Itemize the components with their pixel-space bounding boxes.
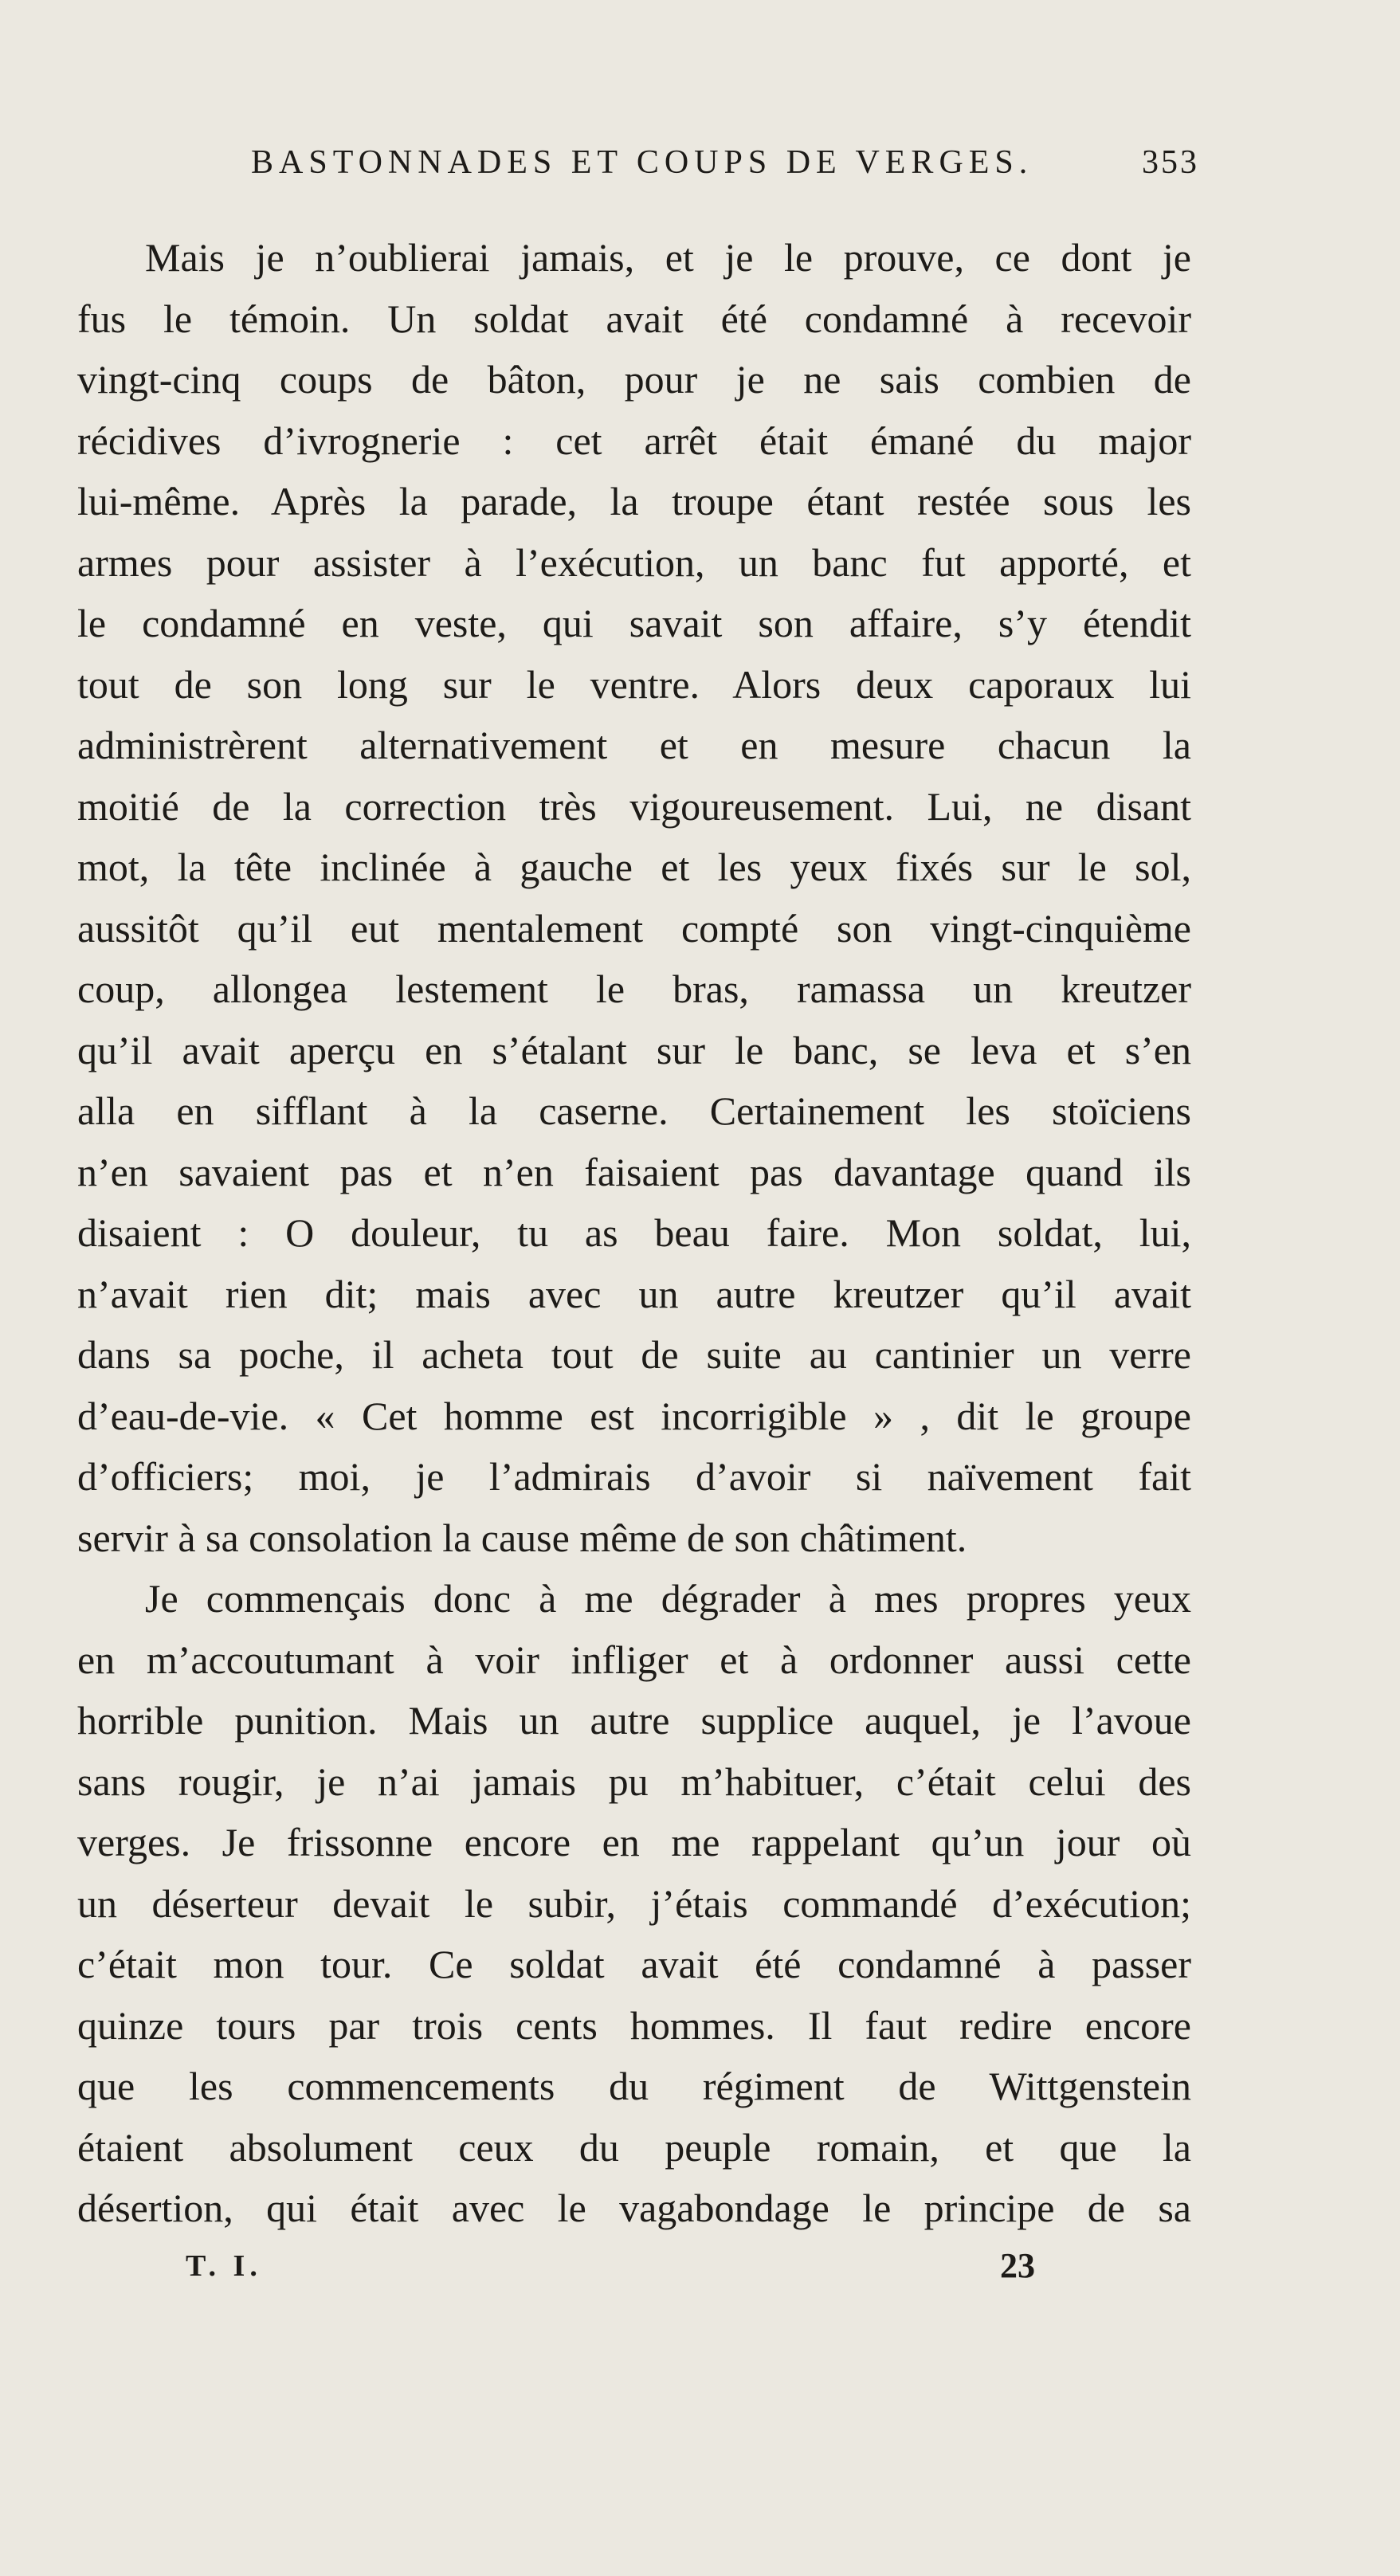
text-line: qu’il avait aperçu en s’étalant sur le banc, se leva et s’en <box>77 1027 1191 1072</box>
text-line: mot, la tête inclinée à gauche et les yeux fixés sur le sol, <box>77 845 1191 889</box>
page-number: 353 <box>1142 144 1199 181</box>
text-line: que les commencements du régiment de Wittgenstein <box>77 2064 1191 2108</box>
page-header <box>251 143 1199 199</box>
text-line: vingt-cinq coups de bâton, pour je ne sais combien de <box>77 357 1191 402</box>
text-line: en m’accoutumant à voir infliger et à ordonner aussi cette <box>77 1637 1191 1682</box>
text-line: horrible punition. Mais un autre supplice auquel, je l’avoue <box>77 1698 1191 1743</box>
paragraph-1 <box>77 227 1191 1568</box>
text-line: étaient absolument ceux du peuple romain, et que la <box>77 2124 1191 2170</box>
text-line: désertion, qui était avec le vagabondage le principe de sa <box>77 2186 1191 2230</box>
text-line: récidives d’ivrognerie : cet arrêt était émané du major <box>77 418 1191 463</box>
running-title: BASTONNADES ET COUPS DE VERGES. <box>251 144 1033 181</box>
text-line: un déserteur devait le subir, j’étais commandé d’exécution; <box>77 1880 1191 1926</box>
text-line: Je commençais donc à me dégrader à mes propres yeux <box>145 1576 1191 1621</box>
text-line: coup, allongea lestement le bras, ramassa un kreutzer <box>77 966 1191 1011</box>
text-line: armes pour assister à l’exécution, un banc fut apporté, et <box>77 539 1191 585</box>
text-line: n’en savaient pas et n’en faisaient pas davantage quand ils <box>77 1149 1191 1194</box>
text-line: Mais je n’oublierai jamais, et je le prouve, ce dont je <box>145 235 1191 280</box>
text-line: tout de son long sur le ventre. Alors deux caporaux lui <box>77 661 1191 707</box>
text-line: disaient : O douleur, tu as beau faire. Mon soldat, lui, <box>77 1210 1191 1255</box>
signature-number: 23 <box>1000 2246 1035 2285</box>
signature-mark: T. I. <box>186 2249 262 2283</box>
text-line: aussitôt qu’il eut mentalement compté son vingt-cinquième <box>77 905 1191 951</box>
text-line: d’officiers; moi, je l’admirais d’avoir si naïvement fait <box>77 1454 1191 1499</box>
text-line: alla en sifflant à la caserne. Certainement les stoïciens <box>77 1088 1191 1133</box>
body-text <box>77 227 1191 2239</box>
text-line: servir à sa consolation la cause même de son châtiment. <box>77 1515 967 1560</box>
paragraph-2 <box>77 1568 1191 2239</box>
text-line: verges. Je frissonne encore en me rappelant qu’un jour où <box>77 1820 1191 1864</box>
text-line: fus le témoin. Un soldat avait été condamné à recevoir <box>77 296 1191 341</box>
text-line: d’eau-de-vie. « Cet homme est incorrigible » , dit le groupe <box>77 1393 1191 1438</box>
text-line: lui-même. Après la parade, la troupe étant restée sous les <box>77 479 1191 523</box>
text-line: moitié de la correction très vigoureusement. Lui, ne disant <box>77 783 1191 829</box>
text-line: quinze tours par trois cents hommes. Il faut redire encore <box>77 2002 1191 2048</box>
text-line: administrèrent alternativement et en mesure chacun la <box>77 723 1191 767</box>
text-line: sans rougir, je n’ai jamais pu m’habituer, c’était celui des <box>77 1759 1191 1804</box>
text-line: le condamné en veste, qui savait son affaire, s’y étendit <box>77 601 1191 645</box>
text-line: dans sa poche, il acheta tout de suite au cantinier un verre <box>77 1332 1191 1377</box>
text-line: n’avait rien dit; mais avec un autre kreutzer qu’il avait <box>77 1271 1191 1316</box>
text-line: c’était mon tour. Ce soldat avait été condamné à passer <box>77 1942 1191 1986</box>
